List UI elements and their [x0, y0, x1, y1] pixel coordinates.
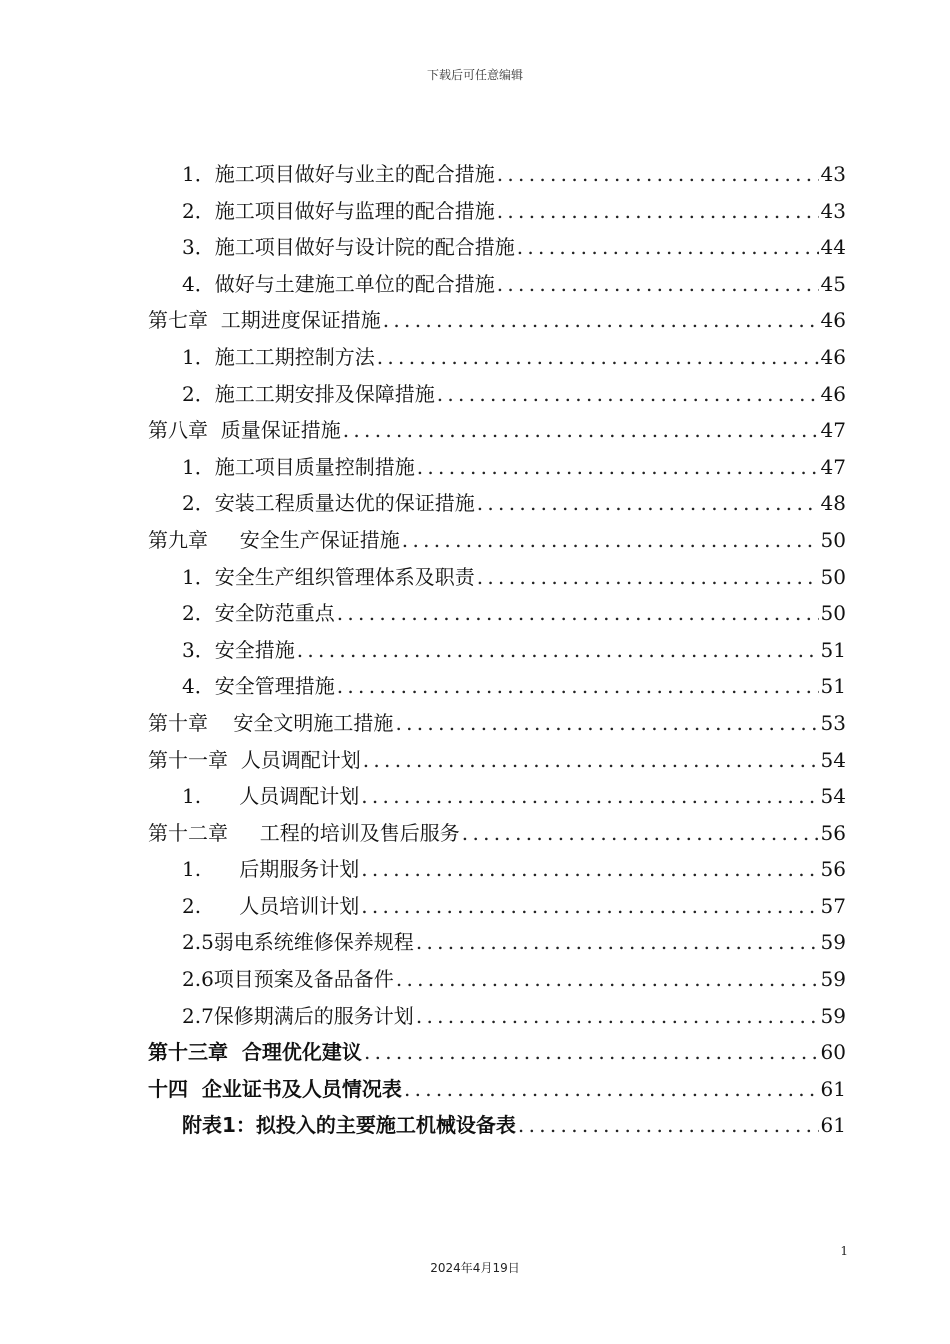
toc-entry-title: 4．做好与土建施工单位的配合措施: [182, 271, 495, 296]
toc-entry[interactable]: [148, 485, 846, 522]
toc-entry[interactable]: [148, 229, 846, 266]
toc-entry-title: 附表1：拟投入的主要施工机械设备表: [182, 1113, 516, 1138]
toc-entry-page: 44: [820, 235, 846, 260]
toc-entry-title: 2．施工工期安排及保障措施: [182, 381, 435, 406]
toc-entry-page: 59: [820, 1003, 846, 1028]
toc-entry[interactable]: [148, 449, 846, 486]
toc-entry-page: 56: [820, 820, 846, 845]
toc-entry[interactable]: [148, 998, 846, 1035]
toc-entry-page: 60: [820, 1040, 846, 1065]
toc-entry-page: 61: [820, 1113, 846, 1138]
toc-dot-leader: [404, 1071, 819, 1108]
toc-entry-title: 第九章 安全生产保证措施: [148, 527, 400, 552]
toc-entry-page: 59: [820, 967, 846, 992]
toc-entry-title: 第十一章 人员调配计划: [148, 747, 361, 772]
toc-entry-title: 1．施工项目做好与业主的配合措施: [182, 162, 495, 186]
toc-entry[interactable]: [148, 522, 846, 559]
toc-entry-title: 1. 后期服务计划: [182, 857, 360, 882]
toc-entry[interactable]: [148, 302, 846, 339]
toc-dot-leader: [417, 449, 819, 486]
toc-dot-leader: [497, 266, 819, 303]
toc-dot-leader: [437, 376, 819, 413]
toc-entry[interactable]: [148, 1107, 846, 1144]
toc-entry[interactable]: [148, 961, 846, 998]
toc-dot-leader: [337, 668, 819, 705]
toc-entry[interactable]: [148, 888, 846, 925]
toc-dot-leader: [364, 1034, 819, 1071]
toc-entry-page: 54: [820, 747, 846, 772]
toc-entry-page: 61: [820, 1076, 846, 1101]
toc-entry-page: 51: [820, 674, 846, 699]
toc-entry-page: 47: [820, 454, 846, 479]
toc-entry-title: 第十章 安全文明施工措施: [148, 710, 394, 735]
toc-entry-title: 第七章 工期进度保证措施: [148, 308, 381, 333]
toc-entry-page: 50: [820, 564, 846, 589]
toc-entry-page: 50: [820, 527, 846, 552]
toc-entry-title: 1. 人员调配计划: [182, 784, 360, 809]
toc-entry-page: 57: [820, 893, 846, 918]
toc-entry[interactable]: [148, 559, 846, 596]
toc-dot-leader: [497, 193, 819, 230]
toc-entry[interactable]: [148, 851, 846, 888]
toc-entry-title: 1．施工项目质量控制措施: [182, 454, 415, 479]
toc-entry-page: 50: [820, 601, 846, 626]
toc-dot-leader: [416, 924, 819, 961]
toc-entry[interactable]: [148, 595, 846, 632]
toc-entry-title: 3．施工项目做好与设计院的配合措施: [182, 235, 515, 260]
toc-dot-leader: [416, 998, 819, 1035]
page-header: 下载后可任意编辑: [426, 68, 523, 82]
toc-entry-title: 2.5弱电系统维修保养规程: [182, 930, 414, 955]
toc-entry-page: 59: [820, 930, 846, 955]
toc-entry-title: 2．安装工程质量达优的保证措施: [182, 491, 475, 516]
toc-entry[interactable]: [148, 668, 846, 705]
toc-entry-page: 46: [820, 308, 846, 333]
toc-entry-title: 1．安全生产组织管理体系及职责: [182, 564, 475, 589]
toc-dot-leader: [363, 742, 819, 779]
toc-entry-title: 2. 人员培训计划: [182, 893, 360, 918]
toc-entry[interactable]: [148, 1071, 846, 1108]
toc-dot-leader: [361, 778, 818, 815]
toc-entry-title: 4．安全管理措施: [182, 674, 335, 699]
toc-dot-leader: [395, 705, 818, 742]
toc-entry-page: 45: [820, 271, 846, 296]
toc-entry[interactable]: [148, 339, 846, 376]
toc-dot-leader: [343, 412, 819, 449]
toc-entry-page: 43: [820, 198, 846, 223]
toc-entry[interactable]: [148, 705, 846, 742]
toc-entry[interactable]: [148, 376, 846, 413]
toc-entry-title: 3．安全措施: [182, 637, 295, 662]
toc-dot-leader: [518, 1107, 819, 1144]
toc-entry-title: 第十二章 工程的培训及售后服务: [148, 820, 460, 845]
toc-dot-leader: [396, 961, 819, 998]
toc-entry[interactable]: [148, 815, 846, 852]
toc-entry-page: 47: [820, 418, 846, 443]
toc-entry-page: 53: [820, 710, 846, 735]
toc-dot-leader: [477, 559, 819, 596]
toc-dot-leader: [361, 851, 818, 888]
toc-entry[interactable]: [148, 632, 846, 669]
footer-date: 2024年4月19日: [430, 1261, 520, 1275]
toc-dot-leader: [497, 156, 819, 193]
toc-entry-title: 第八章 质量保证措施: [148, 418, 341, 443]
toc-entry[interactable]: [148, 193, 846, 230]
toc-entry-page: 54: [820, 784, 846, 809]
toc-entry-page: 48: [820, 491, 846, 516]
toc-entry-title: 2.6项目预案及备品备件: [182, 967, 394, 992]
toc-entry-page: 46: [820, 381, 846, 406]
toc-entry-title: 第十三章 合理优化建议: [148, 1040, 362, 1065]
toc-entry-title: 1．施工工期控制方法: [182, 344, 375, 369]
toc-entry-page: 43: [820, 162, 846, 186]
toc-dot-leader: [402, 522, 819, 559]
toc-dot-leader: [377, 339, 819, 376]
toc-entry[interactable]: [148, 156, 846, 193]
toc-dot-leader: [297, 632, 819, 669]
page-number: 1: [840, 1244, 848, 1258]
toc-entry-page: 51: [820, 637, 846, 662]
toc-dot-leader: [383, 302, 819, 339]
toc-entry[interactable]: [148, 412, 846, 449]
toc-entry[interactable]: [148, 924, 846, 961]
toc-entry[interactable]: [148, 778, 846, 815]
toc-dot-leader: [337, 595, 819, 632]
table-of-contents: [148, 156, 846, 1144]
toc-dot-leader: [517, 229, 819, 266]
toc-entry[interactable]: [148, 742, 846, 779]
toc-entry[interactable]: [148, 266, 846, 303]
toc-entry-page: 46: [820, 344, 846, 369]
toc-entry[interactable]: [148, 1034, 846, 1071]
toc-dot-leader: [361, 888, 818, 925]
toc-entry-page: 56: [820, 857, 846, 882]
toc-dot-leader: [477, 485, 819, 522]
toc-entry-title: 2.7保修期满后的服务计划: [182, 1003, 414, 1028]
toc-entry-title: 2．安全防范重点: [182, 601, 335, 626]
toc-entry-title: 2．施工项目做好与监理的配合措施: [182, 198, 495, 223]
toc-entry-title: 十四 企业证书及人员情况表: [148, 1076, 402, 1101]
toc-dot-leader: [462, 815, 819, 852]
